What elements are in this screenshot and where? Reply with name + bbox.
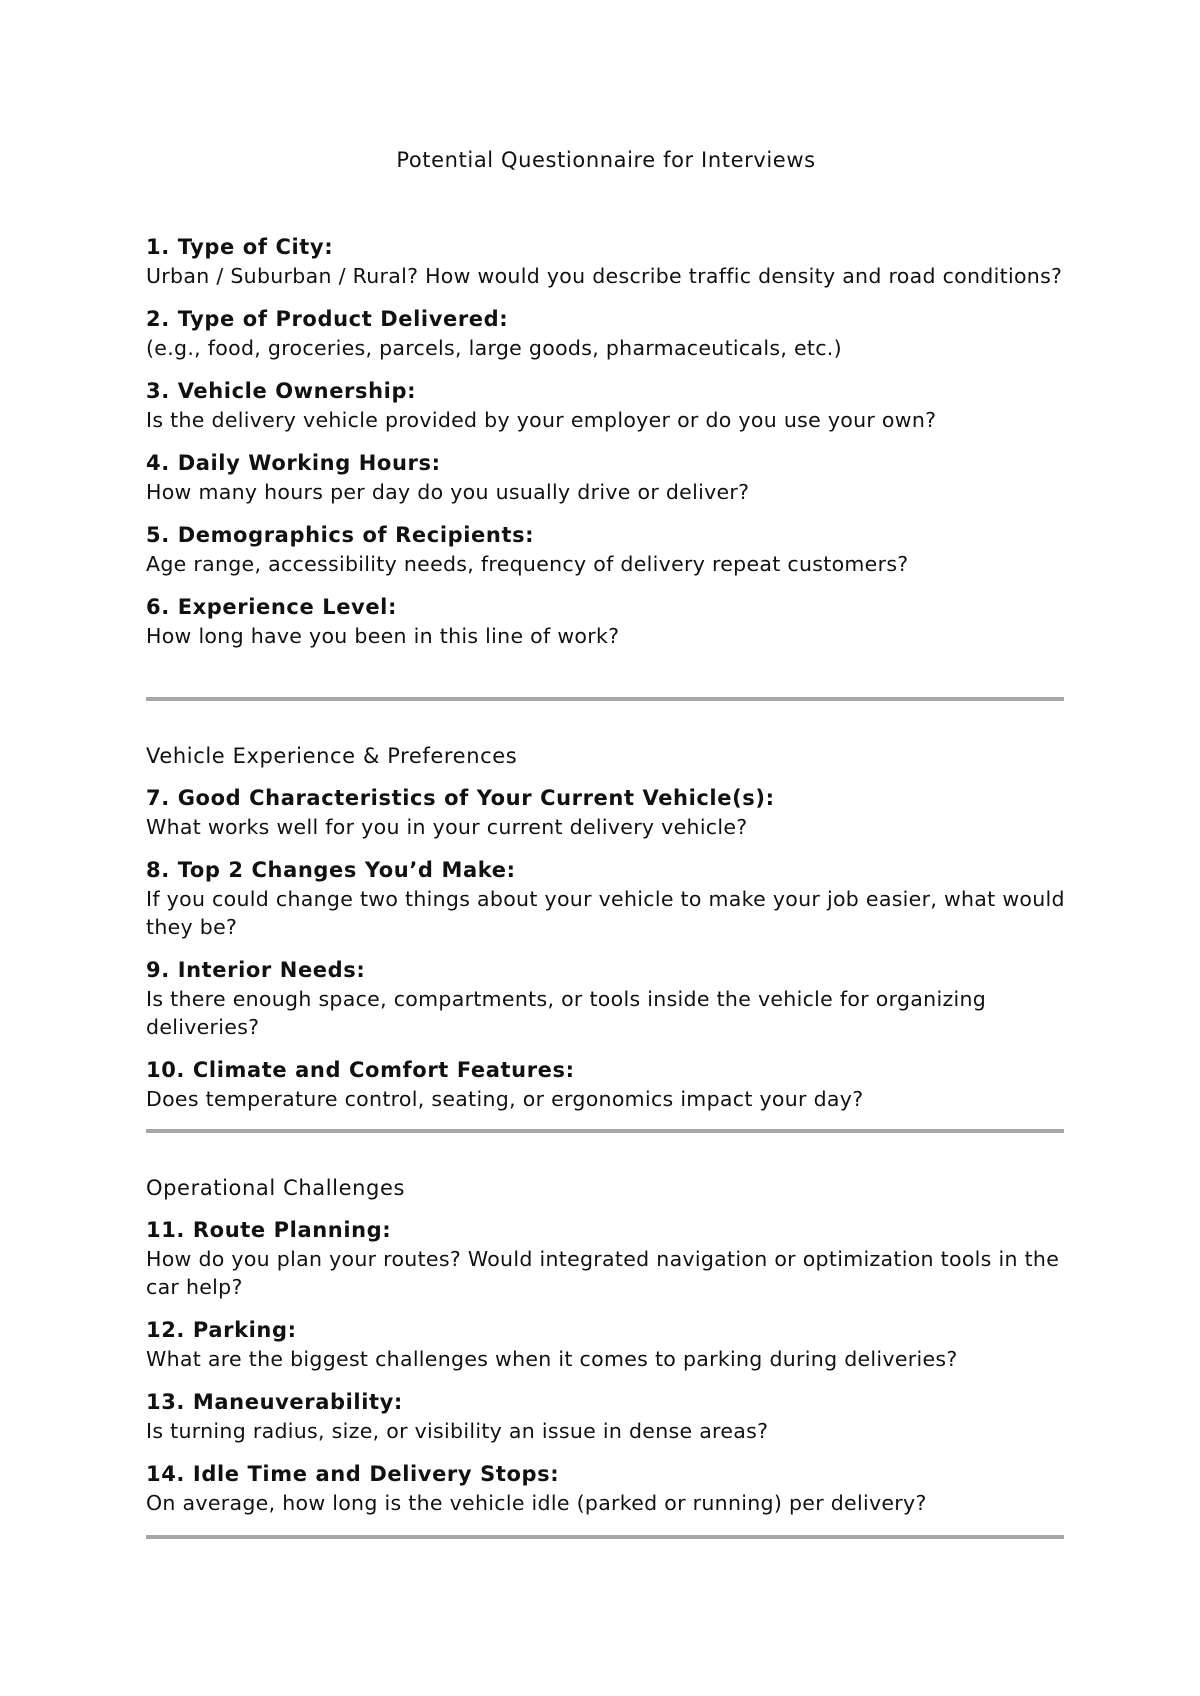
question-title: 6. Experience Level: bbox=[146, 595, 397, 619]
question-text: (e.g., food, groceries, parcels, large goods, pharmaceuticals, etc.) bbox=[146, 336, 842, 360]
question-title: 4. Daily Working Hours: bbox=[146, 451, 441, 475]
question-title: 14. Idle Time and Delivery Stops: bbox=[146, 1462, 560, 1486]
question-title: 11. Route Planning: bbox=[146, 1218, 392, 1242]
question-text: Age range, accessibility needs, frequency of delivery repeat customers? bbox=[146, 552, 909, 576]
question-text: What works well for you in your current delivery vehicle? bbox=[146, 815, 748, 839]
question-item bbox=[146, 956, 1066, 1041]
question-item bbox=[146, 1056, 1066, 1113]
question-text: If you could change two things about your vehicle to make your job easier, what would they be? bbox=[146, 887, 1065, 939]
question-title: 7. Good Characteristics of Your Current Vehicle(s): bbox=[146, 786, 775, 810]
question-text: How long have you been in this line of work? bbox=[146, 624, 620, 648]
question-item bbox=[146, 856, 1066, 941]
question-title: 3. Vehicle Ownership: bbox=[146, 379, 417, 403]
section-heading: Vehicle Experience & Preferences bbox=[146, 744, 518, 768]
question-item bbox=[146, 377, 1066, 434]
question-text: What are the biggest challenges when it comes to parking during deliveries? bbox=[146, 1347, 958, 1371]
document-title: Potential Questionnaire for Interviews bbox=[396, 148, 816, 172]
question-text: Is there enough space, compartments, or tools inside the vehicle for organizing deliveries? bbox=[146, 987, 987, 1039]
question-item bbox=[146, 784, 1066, 841]
question-item bbox=[146, 1216, 1066, 1301]
question-item bbox=[146, 521, 1066, 578]
question-text: Does temperature control, seating, or ergonomics impact your day? bbox=[146, 1087, 864, 1111]
section-operational-challenges bbox=[146, 1173, 1066, 1532]
question-title: 13. Maneuverability: bbox=[146, 1390, 403, 1414]
section-heading: Operational Challenges bbox=[146, 1176, 406, 1200]
question-item bbox=[146, 593, 1066, 650]
question-item bbox=[146, 305, 1066, 362]
question-item bbox=[146, 1460, 1066, 1517]
question-title: 8. Top 2 Changes You’d Make: bbox=[146, 858, 516, 882]
question-title: 2. Type of Product Delivered: bbox=[146, 307, 509, 331]
question-item bbox=[146, 1316, 1066, 1373]
question-text: How many hours per day do you usually drive or deliver? bbox=[146, 480, 750, 504]
section-background bbox=[146, 233, 1066, 665]
question-title: 1. Type of City: bbox=[146, 235, 334, 259]
question-title: 5. Demographics of Recipients: bbox=[146, 523, 535, 547]
question-item bbox=[146, 449, 1066, 506]
question-text: How do you plan your routes? Would integrated navigation or optimization tools in the car help? bbox=[146, 1247, 1060, 1299]
section-divider bbox=[146, 697, 1064, 701]
question-title: 12. Parking: bbox=[146, 1318, 297, 1342]
question-text: On average, how long is the vehicle idle (parked or running) per delivery? bbox=[146, 1491, 927, 1515]
question-text: Is the delivery vehicle provided by your employer or do you use your own? bbox=[146, 408, 937, 432]
question-title: 10. Climate and Comfort Features: bbox=[146, 1058, 575, 1082]
question-item bbox=[146, 1388, 1066, 1445]
question-title: 9. Interior Needs: bbox=[146, 958, 366, 982]
question-text: Urban / Suburban / Rural? How would you describe traffic density and road conditions? bbox=[146, 264, 1063, 288]
section-divider bbox=[146, 1129, 1064, 1133]
question-text: Is turning radius, size, or visibility an issue in dense areas? bbox=[146, 1419, 769, 1443]
section-divider bbox=[146, 1535, 1064, 1539]
section-vehicle-experience bbox=[146, 741, 1066, 1128]
question-item bbox=[146, 233, 1066, 290]
